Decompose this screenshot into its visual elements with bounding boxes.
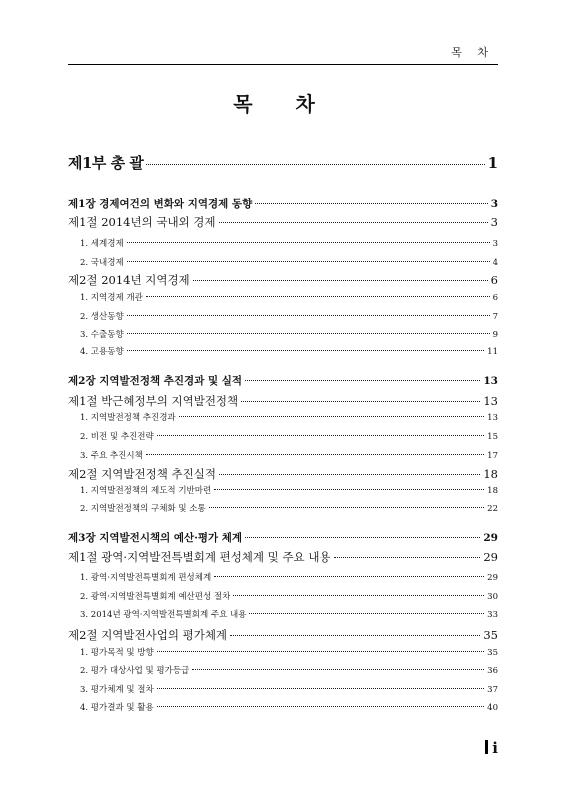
page-title: 목 차 — [233, 92, 333, 116]
toc-leader-dots — [219, 222, 488, 223]
toc-entry-page: 36 — [487, 666, 498, 676]
toc-entry-page: 3 — [490, 215, 498, 229]
toc-leader-dots — [157, 435, 484, 436]
toc-entry-title: 제3장 지역발전시책의 예산·평가 체계 — [68, 532, 243, 544]
toc-entry-title: 3. 평가체계 및 절차 — [80, 685, 154, 695]
toc-item — [68, 683, 498, 695]
toc-entry-page: 29 — [483, 550, 498, 564]
page-number — [485, 739, 498, 757]
header-label: 목 차 — [451, 46, 494, 59]
toc-entry-title: 4. 평가결과 및 활용 — [80, 703, 154, 713]
toc-entry-title: 제2장 지역발전정책 추진경과 및 실적 — [68, 375, 243, 387]
toc-item — [68, 484, 498, 496]
page-number-bar — [485, 740, 488, 754]
toc-leader-dots — [233, 595, 484, 596]
toc-leader-dots — [334, 557, 481, 558]
toc-entry-title: 2. 국내경제 — [80, 258, 124, 268]
page-number-value: i — [492, 739, 498, 757]
toc-item — [68, 608, 498, 620]
toc-entry-title: 제2절 지역발전사업의 평가체계 — [68, 628, 228, 642]
header-divider — [68, 64, 498, 65]
toc-leader-dots — [249, 613, 484, 614]
toc-sec — [68, 466, 498, 482]
toc-item — [68, 590, 498, 602]
toc-item — [68, 291, 498, 303]
toc-entry-page: 29 — [483, 532, 498, 544]
toc-entry-page: 9 — [492, 330, 498, 340]
toc-leader-dots — [214, 576, 484, 577]
toc-chap — [68, 373, 498, 388]
toc-item — [68, 664, 498, 676]
toc-leader-dots — [192, 669, 484, 670]
toc-entry-title: 2. 광역·지역발전특별회계 예산편성 절차 — [80, 592, 231, 602]
toc-item — [68, 237, 498, 249]
toc-leader-dots — [214, 489, 484, 490]
toc-entry-title: 1. 평가목적 및 방향 — [80, 648, 154, 658]
toc-entry-title: 제2절 지역발전정책 추진실적 — [68, 467, 216, 481]
toc-leader-dots — [146, 164, 484, 165]
toc-entry-title: 제1절 2014년의 국내외 경제 — [68, 215, 216, 229]
toc-item — [68, 328, 498, 340]
toc-entry-page: 7 — [492, 312, 498, 322]
toc-entry-page: 4 — [492, 258, 498, 268]
toc-sec — [68, 272, 498, 288]
toc-entry-title: 제1절 광역·지역발전특별회계 편성체계 및 주요 내용 — [68, 550, 331, 564]
toc-entry-page: 15 — [487, 432, 498, 442]
toc-entry-title: 2. 비전 및 추진전략 — [80, 432, 154, 442]
toc-leader-dots — [127, 350, 485, 351]
toc-entry-title: 2. 평가 대상사업 및 평가등급 — [80, 666, 190, 676]
toc-leader-dots — [146, 454, 484, 455]
toc-entry-title: 3. 2014년 광역·지역발전특별회계 주요 내용 — [80, 610, 247, 620]
toc-entry-title: 제2절 2014년 지역경제 — [68, 273, 190, 287]
toc-leader-dots — [209, 507, 485, 508]
toc-entry-page: 35 — [483, 628, 498, 642]
toc-entry-title: 1. 지역경제 개관 — [80, 293, 143, 303]
toc-entry-page: 18 — [487, 486, 498, 496]
toc-item — [68, 701, 498, 713]
toc-leader-dots — [157, 688, 484, 689]
toc-entry-page: 13 — [483, 394, 498, 408]
toc-item — [68, 345, 498, 357]
toc-item — [68, 449, 498, 461]
toc-entry-page: 33 — [487, 610, 498, 620]
toc-entry-title: 4. 고용동향 — [80, 347, 124, 357]
toc-entry-title: 1. 광역·지역발전특별회계 편성체계 — [80, 573, 212, 583]
toc-entry-page: 22 — [487, 504, 498, 514]
toc-item — [68, 571, 498, 583]
toc-entry-page: 30 — [487, 592, 498, 602]
toc-leader-dots — [146, 296, 490, 297]
toc-entry-title: 2. 생산동향 — [80, 312, 124, 322]
toc-entry-title: 1. 지역발전정책의 제도적 기반마련 — [80, 486, 212, 496]
toc-part — [68, 152, 498, 173]
toc-item — [68, 310, 498, 322]
toc-entry-page: 35 — [487, 648, 498, 658]
toc-sec — [68, 627, 498, 643]
toc-leader-dots — [255, 203, 487, 204]
toc-entry-title: 제1절 박근혜정부의 지역발전정책 — [68, 394, 239, 408]
toc-sec — [68, 214, 498, 230]
toc-entry-title: 제1장 경제여건의 변화와 지역경제 동향 — [68, 198, 253, 210]
toc-leader-dots — [219, 474, 480, 475]
toc-entry-title: 3. 수출동향 — [80, 330, 124, 340]
toc-item — [68, 256, 498, 268]
toc-entry-title: 3. 주요 추진시책 — [80, 451, 143, 461]
toc-item — [68, 411, 498, 423]
toc-leader-dots — [241, 401, 480, 402]
toc-entry-page: 29 — [487, 573, 498, 583]
toc-leader-dots — [245, 537, 480, 538]
toc-entry-title: 1. 지역발전정책 추진경과 — [80, 413, 176, 423]
toc-item — [68, 430, 498, 442]
toc-chap — [68, 530, 498, 545]
toc-entry-page: 6 — [492, 293, 498, 303]
toc-entry-page: 37 — [487, 685, 498, 695]
toc-leader-dots — [179, 416, 485, 417]
toc-entry-title: 2. 지역발전정책의 구체화 및 소통 — [80, 504, 206, 514]
toc-entry-page: 6 — [490, 273, 498, 287]
toc-chap — [68, 196, 498, 211]
toc-leader-dots — [245, 380, 480, 381]
toc-leader-dots — [127, 261, 490, 262]
toc-entry-page: 3 — [490, 198, 498, 210]
toc-entry-page: 1 — [487, 154, 498, 172]
toc-leader-dots — [157, 651, 484, 652]
toc-entry-page: 40 — [487, 703, 498, 713]
toc-entry-page: 3 — [492, 239, 498, 249]
toc-entry-page: 13 — [487, 413, 498, 423]
toc-item — [68, 502, 498, 514]
toc-entry-page: 18 — [483, 467, 498, 481]
toc-sec — [68, 393, 498, 409]
toc-sec — [68, 549, 498, 565]
toc-leader-dots — [127, 333, 490, 334]
toc-entry-page: 17 — [487, 451, 498, 461]
toc-leader-dots — [193, 280, 488, 281]
toc-entry-page: 13 — [483, 375, 498, 387]
toc-entry-page: 11 — [487, 347, 498, 357]
toc-leader-dots — [157, 706, 484, 707]
toc-leader-dots — [127, 242, 490, 243]
toc-entry-title: 제1부 총 괄 — [68, 154, 144, 172]
toc-leader-dots — [230, 635, 480, 636]
toc-leader-dots — [127, 315, 490, 316]
toc-entry-title: 1. 세계경제 — [80, 239, 124, 249]
toc-item — [68, 646, 498, 658]
